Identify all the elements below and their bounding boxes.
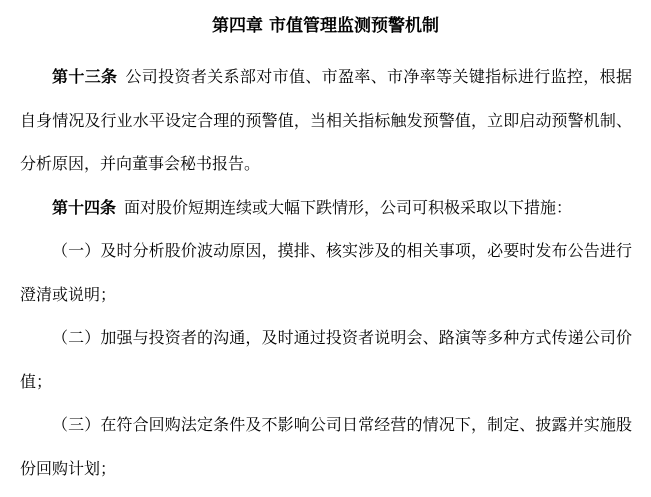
article-13-text: 公司投资者关系部对市值、市盈率、市净率等关键指标进行监控，根据自身情况及行业水平设定合理的预警值，当相关指标触发预警值，立即启动预警机制、分析原因，并向董事会秘书报告。 [20,67,632,173]
measure-item-1: （一）及时分析股价波动原因，摸排、核实涉及的相关事项，必要时发布公告进行澄清或说明； [20,241,632,304]
measure-item-2: （二）加强与投资者的沟通，及时通过投资者说明会、路演等多种方式传递公司价值； [20,328,632,391]
article-14-text: 面对股价短期连续或大幅下跌情形，公司可积极采取以下措施： [124,198,573,217]
measure-item-3: （三）在符合回购法定条件及不影响公司日常经营的情况下，制定、披露并实施股份回购计划； [20,415,632,478]
article-13 [20,55,632,186]
article-13-label: 第十三条 [52,67,118,86]
chapter-title: 第四章 市值管理监测预警机制 [212,16,439,36]
article-14 [20,186,632,230]
article-14-label: 第十四条 [52,198,117,217]
